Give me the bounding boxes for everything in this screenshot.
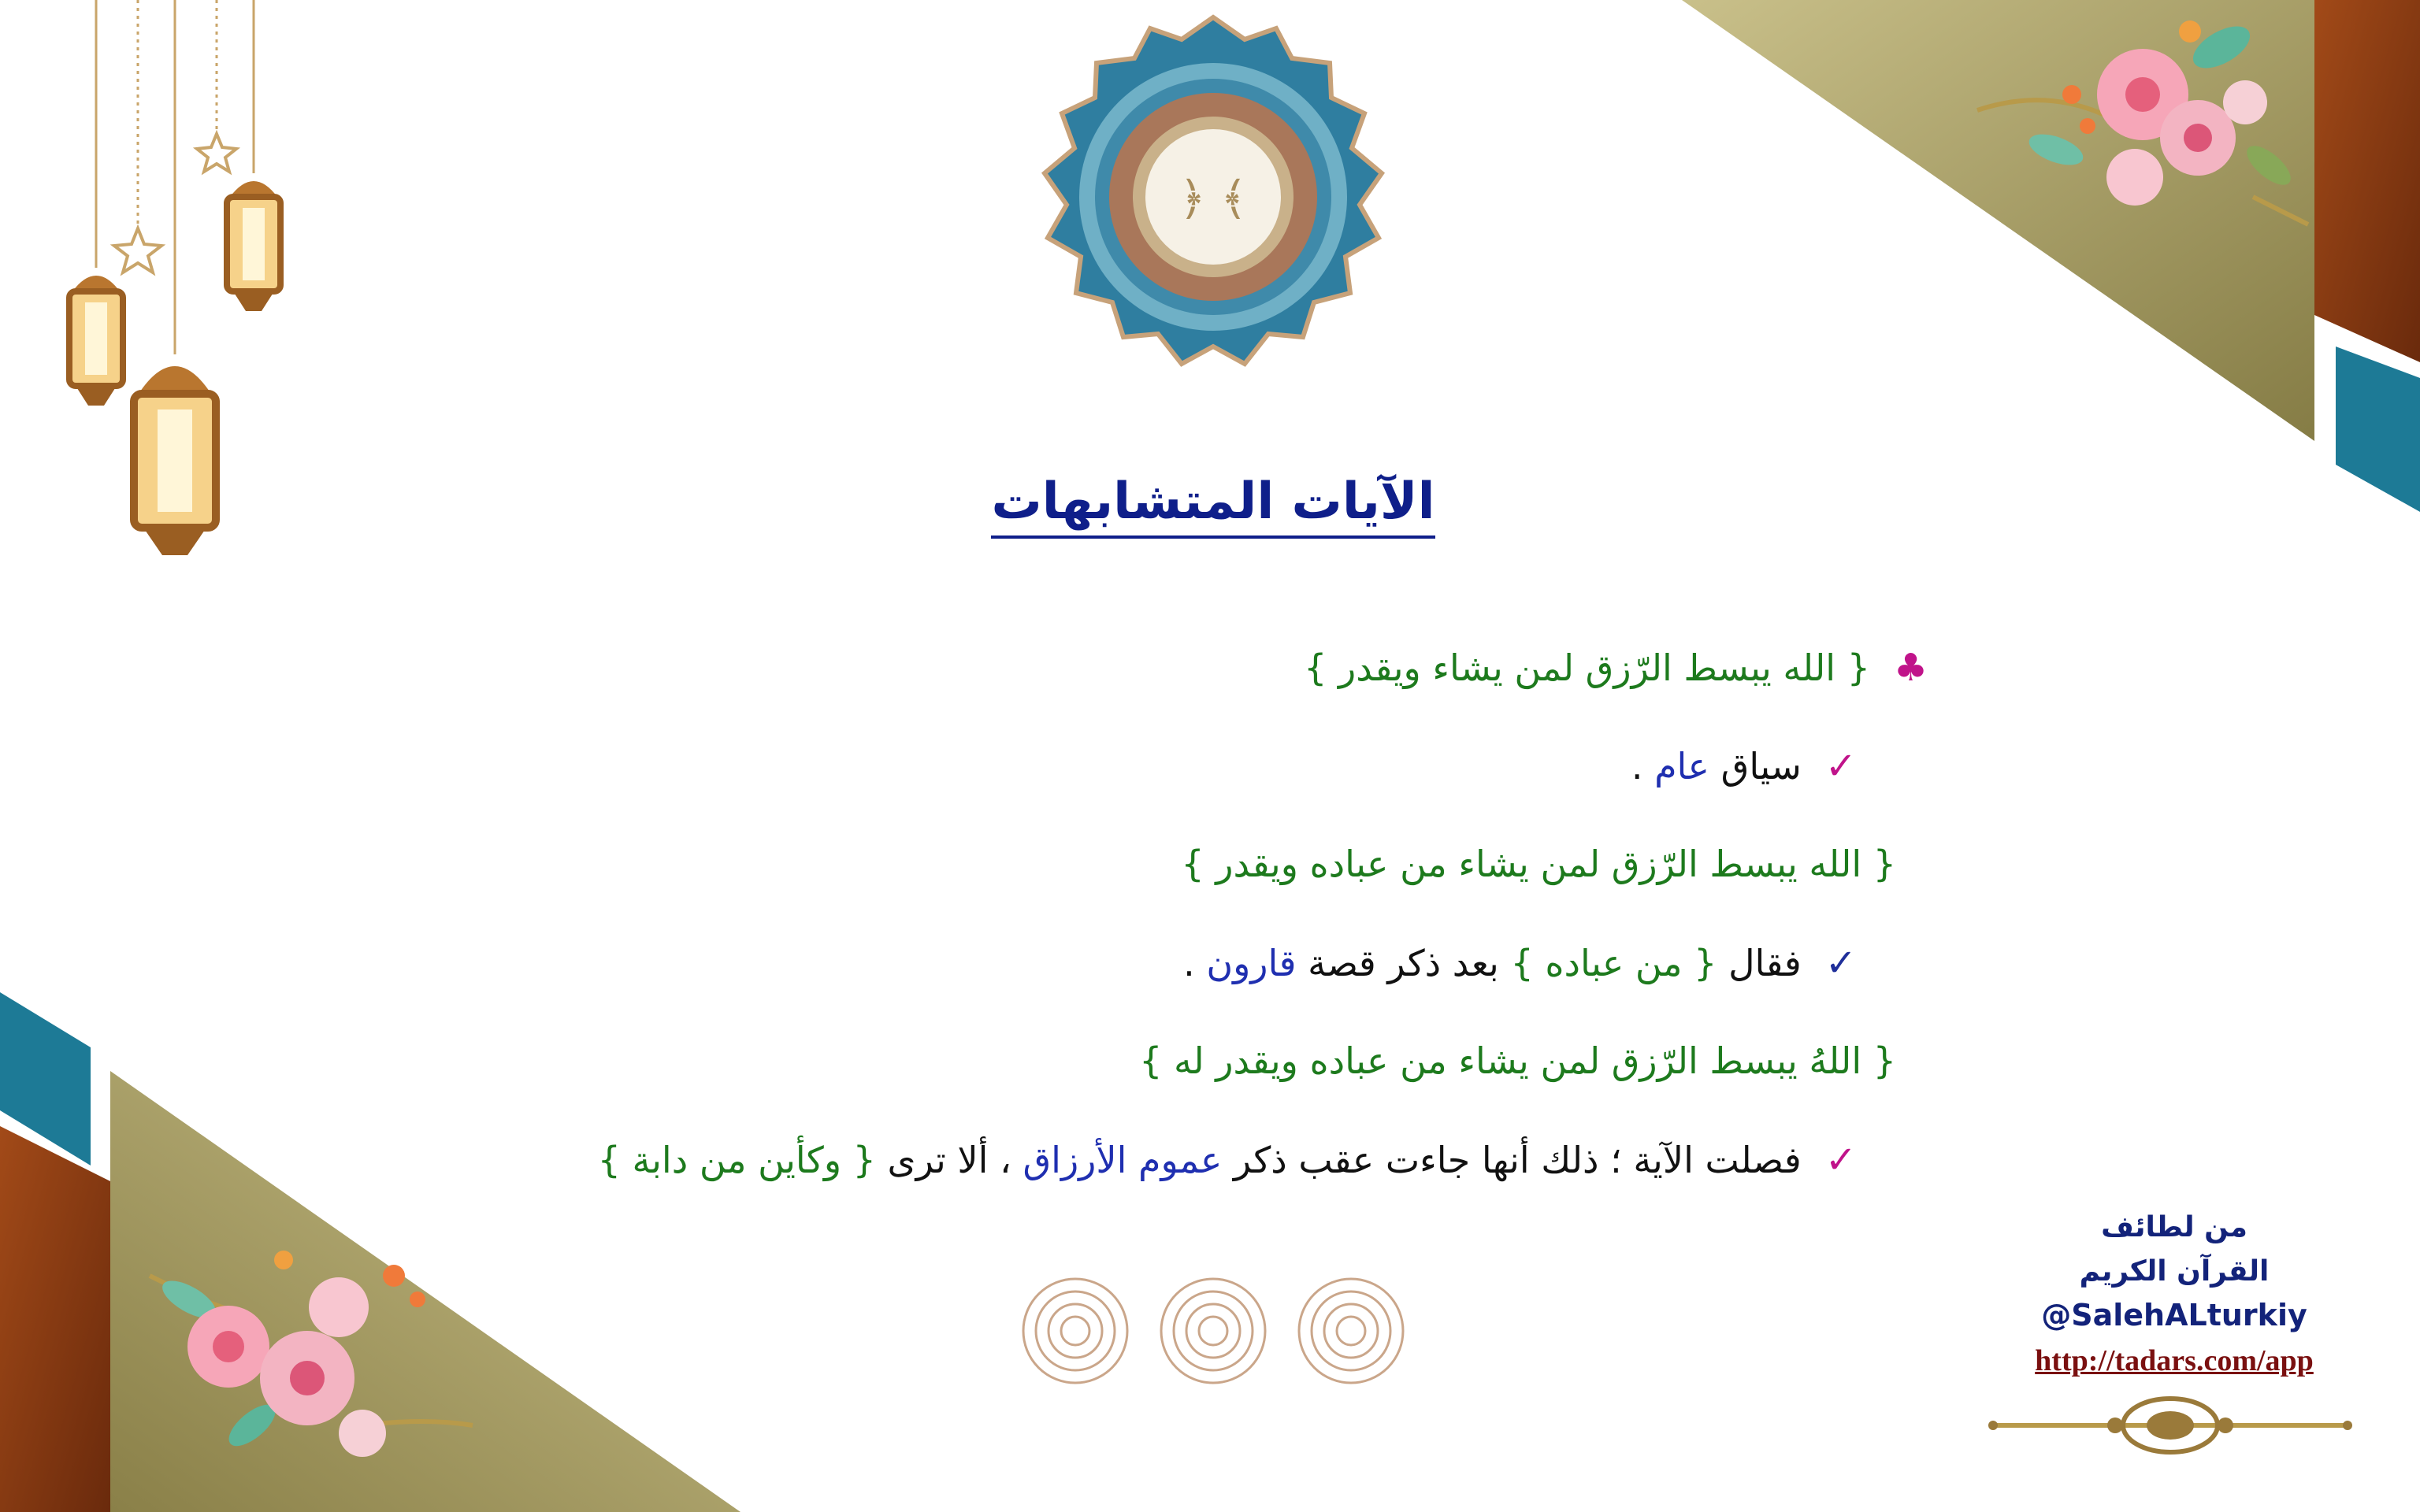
line-segment: { اللهُ يبسط الرّزق لمن يشاء من عباده ويقدر له } [1139,1040,1896,1082]
flower-bouquet-icon [1954,0,2316,260]
line-segment: عموم الأرزاق [1023,1139,1223,1181]
credit-url[interactable]: http://tadars.com/app [2035,1344,2314,1377]
credit-line-1: من لطائف [2101,1211,2247,1243]
line-segment: . [1631,745,1655,788]
club-bullet-icon: ♣ [1893,646,1928,690]
line-segment: عام [1654,745,1710,788]
line-segment: { وكأين من دابة } [597,1139,876,1181]
rosette-ornament-icon [1016,1268,1426,1394]
line-segment: فصلت الآية ؛ ذلك أنها جاءت عقب ذكر [1222,1139,1802,1181]
line-segment: سياق [1709,745,1802,788]
flower-bouquet-icon [126,1228,488,1488]
page-title: الآيات المتشابهات [930,472,1497,531]
line-segment: قارون [1206,942,1297,984]
line-segment: { الله يبسط الرّزق لمن يشاء من عباده ويقدر } [1181,843,1896,885]
quran-medallion-icon [1024,8,1402,386]
line-segment: فقال [1717,942,1802,984]
credit-handle: @SalehALturkiy [2041,1298,2307,1332]
content-line [1183,941,1857,985]
line-segment: { من عباده } [1510,942,1717,984]
line-segment: { الله يبسط الرّزق لمن يشاء ويقدر } [1304,647,1870,689]
hanging-lanterns-icon [47,0,307,567]
content-line [598,1138,1857,1182]
content-line [1304,646,1928,690]
content-line [1181,843,1896,885]
line-segment: ، ألا ترى [875,1139,1023,1181]
line-segment: بعد ذكر قصة [1296,942,1511,984]
check-bullet-icon: ✓ [1824,744,1857,788]
credit-line-2: القرآن الكريم [2079,1255,2270,1288]
ornament-divider-icon [1985,1386,2355,1465]
content-line [1139,1040,1896,1082]
svg-text:﴿ ﴾: ﴿ ﴾ [1178,172,1248,225]
check-bullet-icon: ✓ [1824,941,1857,985]
check-bullet-icon: ✓ [1824,1138,1857,1182]
line-segment: . [1183,942,1207,984]
content-line [1631,744,1857,788]
